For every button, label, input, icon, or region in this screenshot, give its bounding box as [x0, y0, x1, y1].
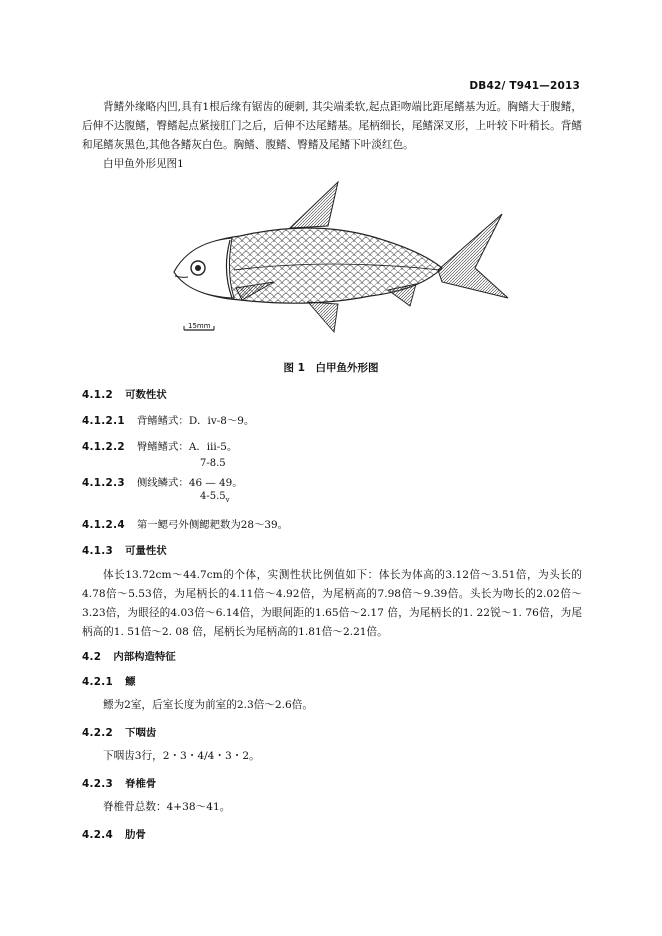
- paragraph-pharyngeal-teeth: 下咽齿3行，2・3・4/4・3・2。: [103, 750, 260, 762]
- caudal-fin: [438, 214, 508, 298]
- heading-4-1-2: 4.1.2 可数性状: [82, 389, 167, 401]
- paragraph-measurable-traits: 体长13.72cm～44.7cm的个体，实测性状比例值如下：体长为体高的3.12倍～3.51倍，为头长的4.78倍～5.53倍，为尾柄长的4.11倍～4.92倍，为尾柄高的7.98倍～9.39倍。头长为吻长的2.02倍～3.23倍，为眼径的4.03倍～6.14倍，为眼间距的1.65倍～2.17 倍，为尾柄长的1. 22锐～1. 76倍，为尾柄高的1. 51倍～2. 08 倍，尾柄长为尾柄高的1.81倍～2.21倍。: [82, 569, 582, 638]
- heading-4-1-3: 4.1.3 可量性状: [82, 545, 167, 557]
- scale-label: 15mm: [188, 322, 211, 330]
- standard-code-header: DB42/ T941—2013: [469, 80, 580, 92]
- paragraph-vertebrae: 脊椎骨总数：4+38～41。: [103, 801, 231, 813]
- lateral-line-above-count: 7-8.5: [200, 458, 226, 469]
- paragraph-figure-reference: 白甲鱼外形见图1: [103, 158, 184, 170]
- heading-4-2-3: 4.2.3 脊椎骨: [82, 778, 157, 790]
- paragraph-fin-description: 背鳍外缘略内凹,具有1根后缘有锯齿的硬刺, 其尖端柔软,起点距吻端比距尾鳍基为近。胸鳍大于腹鳍，后伸不达腹鳍，臀鳍起点紧接肛门之后，后伸不达尾鳍基。尾柄细长，尾鳍深叉形，上叶较下叶稍长。背鳍和尾鳍灰黑色,其他各鳍灰白色。胸鳍、腹鳍、臀鳍及尾鳍下叶淡红色。: [82, 101, 582, 151]
- item-4-1-2-3: 4.1.2.3 侧线鳞式：46 — 49。: [82, 477, 243, 489]
- item-4-1-2-2: 4.1.2.2 臀鳍鳍式：A．iii-5。: [82, 441, 238, 453]
- paragraph-swim-bladder: 鳔为2室，后室长度为前室的2.3倍～2.6倍。: [103, 699, 313, 711]
- figure-caption: 图 1 白甲鱼外形图: [283, 362, 379, 374]
- item-4-1-2-4: 4.1.2.4 第一鳃弓外侧鳃耙数为28～39。: [82, 519, 289, 531]
- fish-illustration: [170, 178, 515, 338]
- heading-4-2: 4.2 内部构造特征: [82, 651, 176, 663]
- item-4-1-2-1: 4.1.2.1 背鳍鳍式：D．iv-8～9。: [82, 415, 255, 427]
- pelvic-fin: [308, 302, 338, 332]
- heading-4-2-4: 4.2.4 肋骨: [82, 829, 146, 841]
- lateral-line-below-count: $4-5.5_v$: [200, 491, 230, 504]
- dorsal-fin: [290, 182, 338, 228]
- heading-4-2-2: 4.2.2 下咽齿: [82, 727, 157, 739]
- heading-4-2-1: 4.2.1 鳔: [82, 676, 136, 688]
